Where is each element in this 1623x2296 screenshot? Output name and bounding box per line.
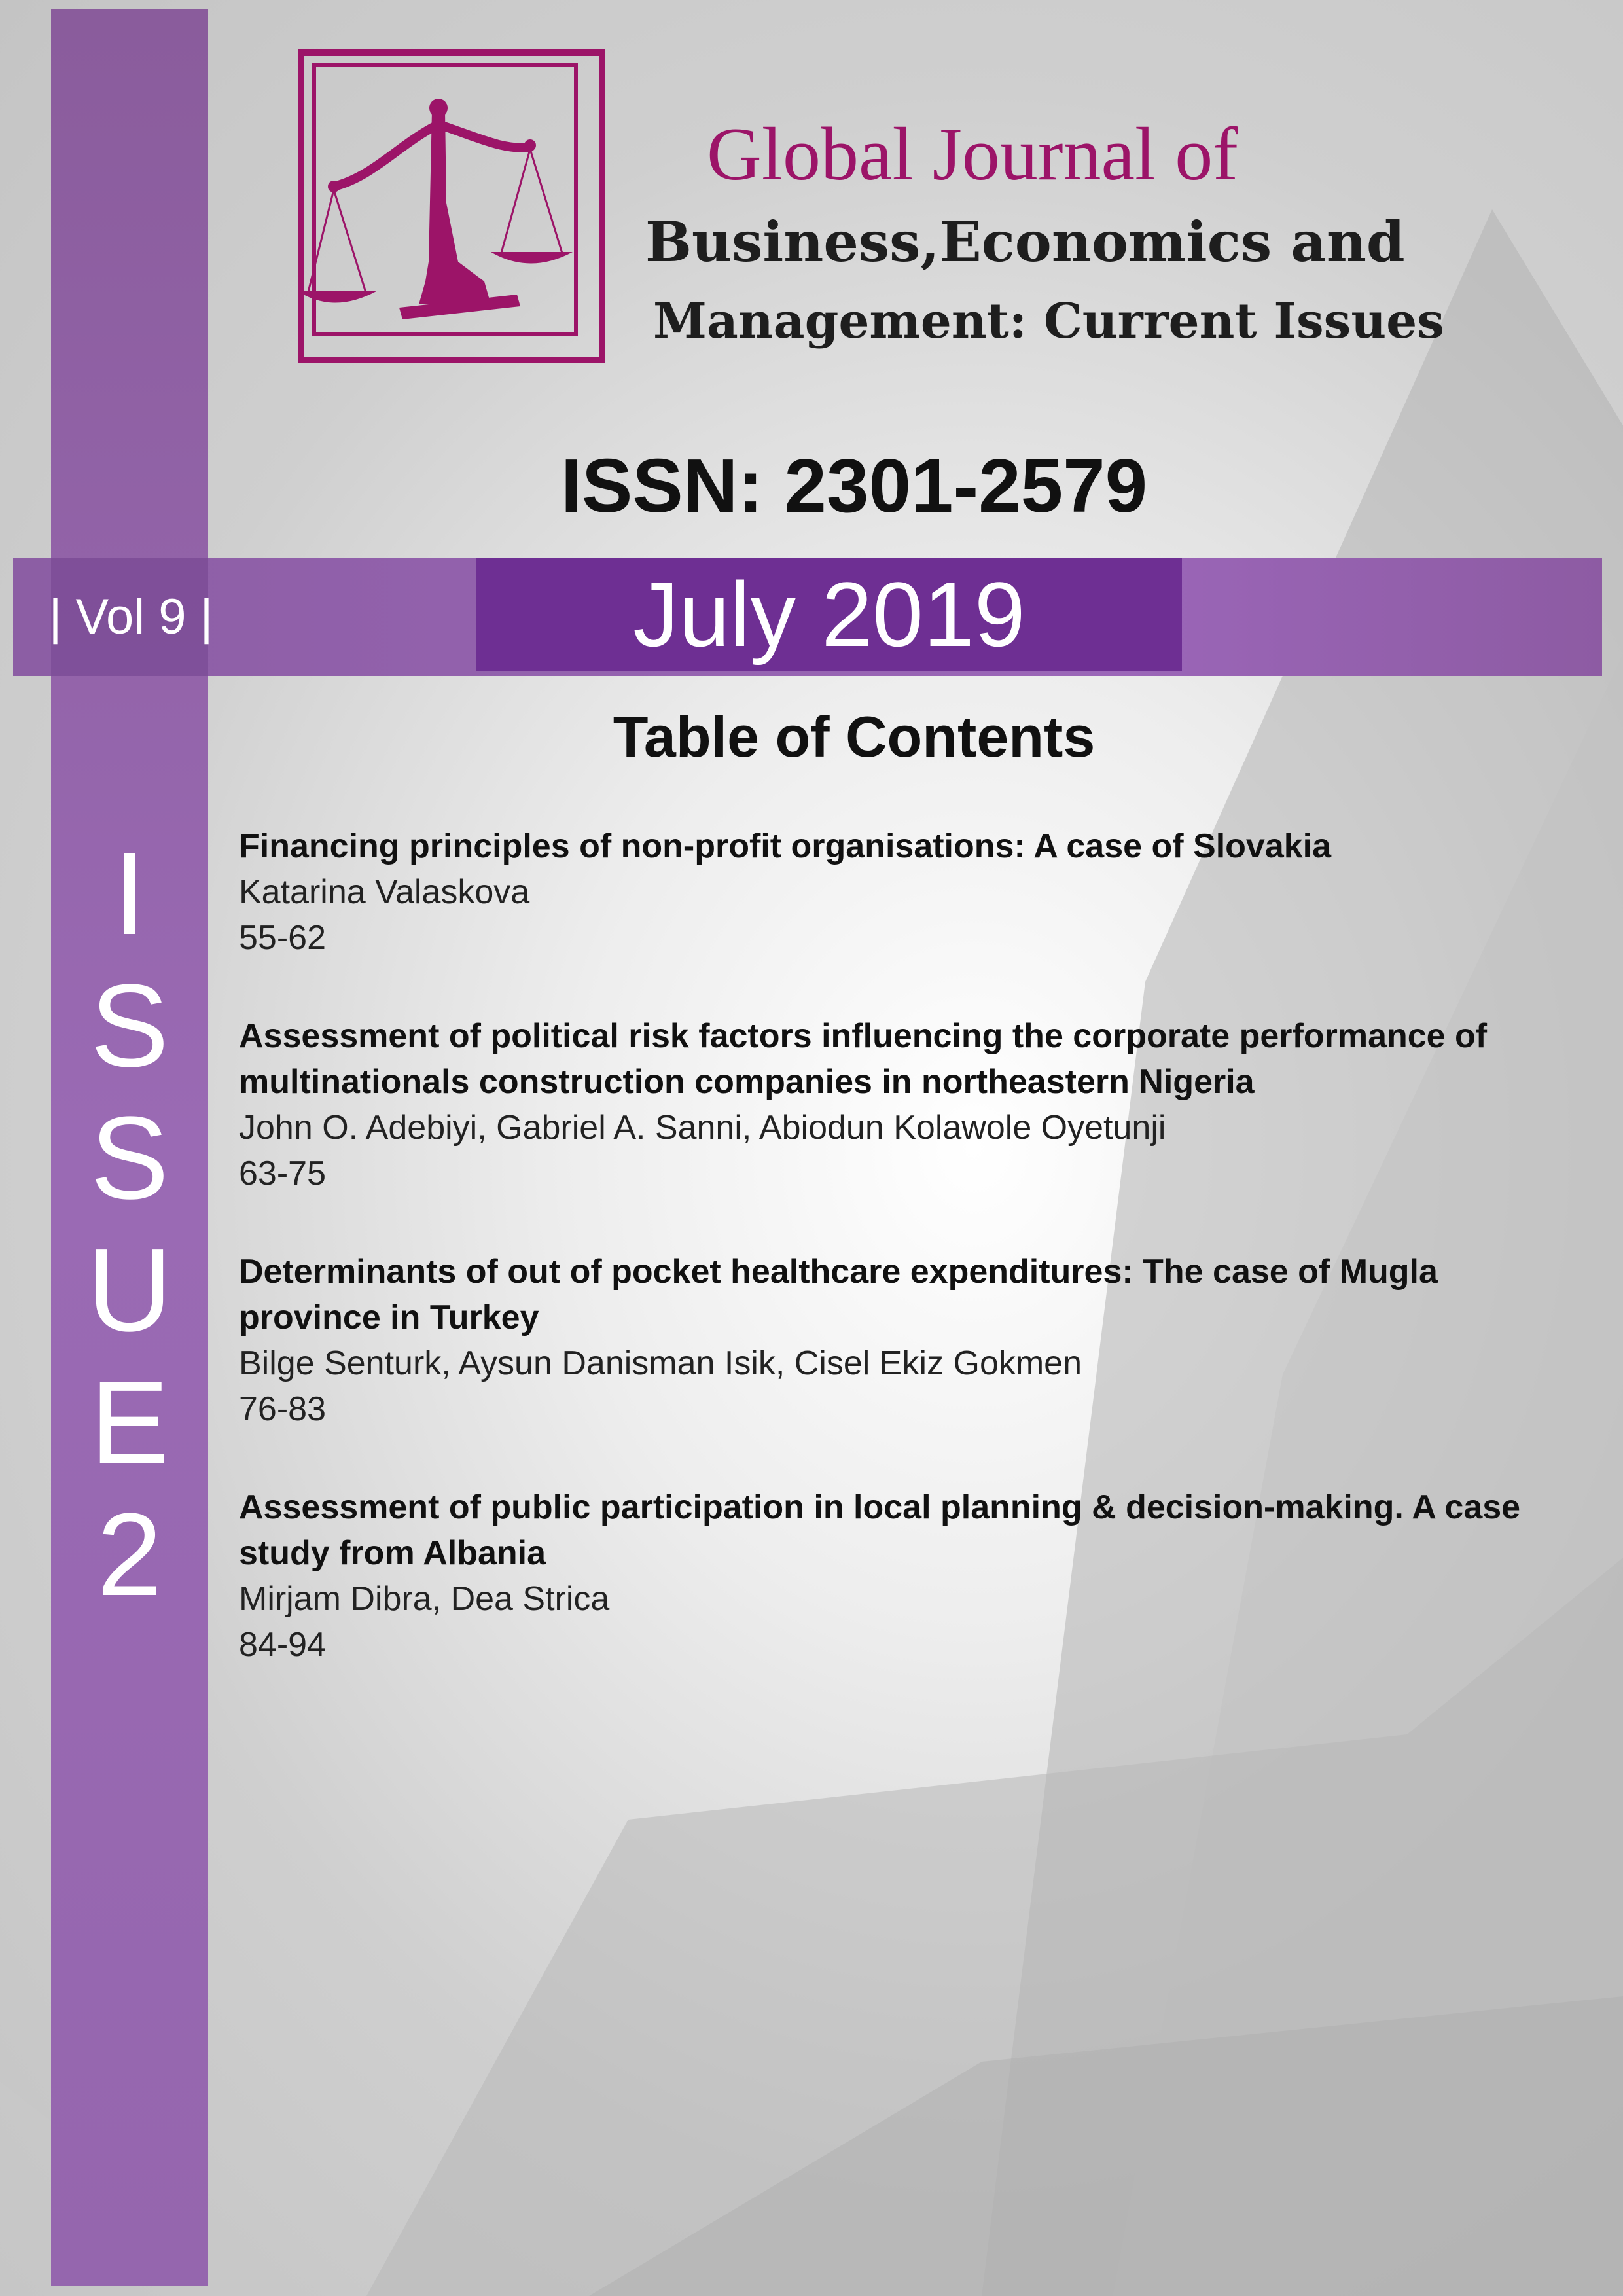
article-authors: Mirjam Dibra, Dea Strica bbox=[239, 1580, 610, 1618]
journal-title-line3: Management: Current Issues bbox=[653, 293, 1444, 350]
article-authors: Katarina Valaskova bbox=[239, 873, 530, 911]
scales-of-justice-icon bbox=[294, 46, 609, 367]
article-title[interactable]: Assessment of political risk factors influencing the corporate performance of multinationals construction companies in northeastern Nigeria bbox=[239, 1017, 1488, 1101]
article-pages: 55-62 bbox=[239, 919, 326, 957]
toc-entry[interactable] bbox=[239, 1249, 1548, 1432]
toc-entry[interactable] bbox=[239, 823, 1548, 961]
issue-letter: S bbox=[90, 960, 169, 1092]
issue-number-vertical bbox=[51, 828, 208, 1621]
article-pages: 76-83 bbox=[239, 1390, 326, 1428]
issue-letter: U bbox=[87, 1225, 172, 1356]
toc-entry[interactable] bbox=[239, 1484, 1548, 1668]
article-authors: John O. Adebiyi, Gabriel A. Sanni, Abiodun Kolawole Oyetunji bbox=[239, 1109, 1166, 1147]
article-title[interactable]: Financing principles of non-profit organisations: A case of Slovakia bbox=[239, 827, 1332, 865]
article-pages: 63-75 bbox=[239, 1155, 326, 1193]
article-pages: 84-94 bbox=[239, 1626, 326, 1664]
issue-letter: I bbox=[113, 828, 146, 960]
issue-letter: S bbox=[90, 1092, 169, 1224]
issn-number: ISSN: 2301-2579 bbox=[560, 443, 1148, 528]
volume-label: | Vol 9 | bbox=[48, 589, 213, 645]
journal-title-line1: Global Journal of bbox=[707, 113, 1238, 196]
issue-letter: E bbox=[90, 1357, 169, 1488]
toc-heading: Table of Contents bbox=[613, 704, 1096, 769]
article-title[interactable]: Determinants of out of pocket healthcare expenditures: The case of Mugla province in Turkey bbox=[239, 1253, 1438, 1336]
journal-title-line2: Business,Economics and bbox=[645, 209, 1405, 274]
issue-letter: 2 bbox=[96, 1489, 163, 1621]
issue-date: July 2019 bbox=[633, 563, 1026, 666]
toc-entry[interactable] bbox=[239, 1013, 1548, 1196]
toc-list bbox=[239, 823, 1548, 1720]
article-title[interactable]: Assessment of public participation in local planning & decision-making. A case study from Albania bbox=[239, 1488, 1521, 1572]
article-authors: Bilge Senturk, Aysun Danisman Isik, Cisel Ekiz Gokmen bbox=[239, 1344, 1082, 1382]
